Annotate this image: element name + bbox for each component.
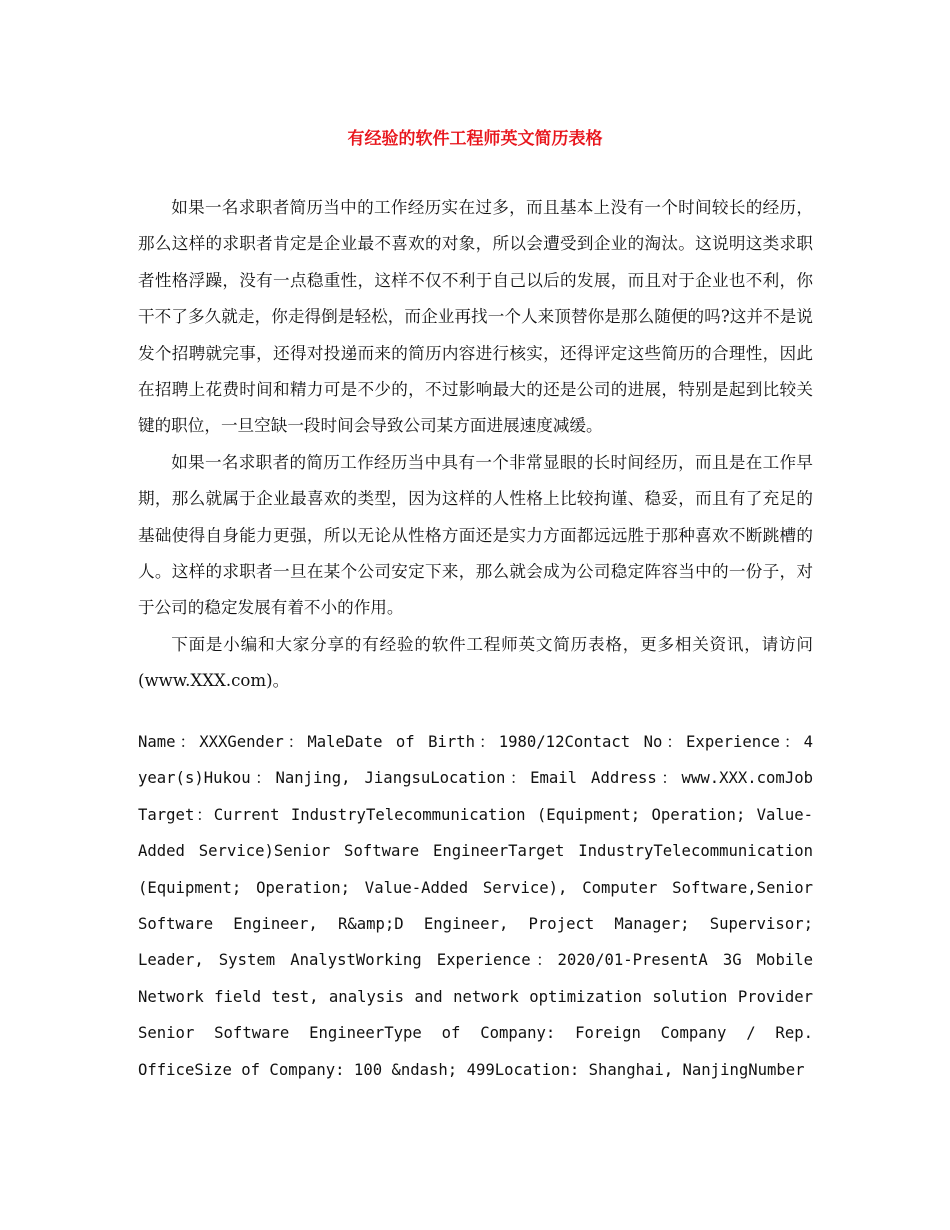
paragraph: 如果一名求职者简历当中的工作经历实在过多，而且基本上没有一个时间较长的经历，那么这样的求职者肯定是企业最不喜欢的对象，所以会遭受到企业的淘汰。这说明这类求职者性格浮躁，没有一点稳重性，这样不仅不利于自己以后的发展，而且对于企业也不利，你干不了多久就走，你走得倒是轻松，而企业再找一个人来顶替你是那么随便的吗?这并不是说发个招聘就完事，还得对投递而来的简历内容进行核实，还得评定这些简历的合理性，因此在招聘上花费时间和精力可是不少的，不过影响最大的还是公司的进展，特别是起到比较关键的职位，一旦空缺一段时间会导致公司某方面进展速度减缓。 bbox=[138, 198, 813, 436]
paragraph: 下面是小编和大家分享的有经验的软件工程师英文简历表格，更多相关资讯，请访问(www.XXX.com)。 bbox=[138, 634, 813, 691]
resume-text: Name：XXXGender：MaleDate of Birth：1980/12Contact No：Experience：4 year(s)Hukou：Nanjing, JiangsuLocation：Email Address：www.XXX.comJob Target：Current IndustryTelecommunication (Equipment; Operation; Value-Added Service)Senior Software EngineerTarget IndustryTelecommunication (Equipment; Operation; Value-Added Service), Computer Software,Senior Software Engineer, R&amp;D Engineer, Project Manager; Supervisor; Leader, System AnalystWorking Experience：2020/01-PresentA 3G Mobile Network field test, analysis and network optimization solution Provider Senior Software EngineerType of Company: Foreign Company / Rep. OfficeSize of Company: 100 &ndash; 499Location: Shanghai, NanjingNumber bbox=[138, 733, 813, 1079]
document-title: 有经验的软件工程师英文简历表格 bbox=[347, 129, 603, 149]
document-body bbox=[138, 190, 813, 700]
paragraph: 如果一名求职者的简历工作经历当中具有一个非常显眼的长时间经历，而且是在工作早期，那么就属于企业最喜欢的类型，因为这样的人性格上比较拘谨、稳妥，而且有了充足的基础使得自身能力更强，所以无论从性格方面还是实力方面都远远胜于那种喜欢不断跳槽的人。这样的求职者一旦在某个公司安定下来，那么就会成为公司稳定阵容当中的一份子，对于公司的稳定发展有着不小的作用。 bbox=[138, 452, 813, 618]
